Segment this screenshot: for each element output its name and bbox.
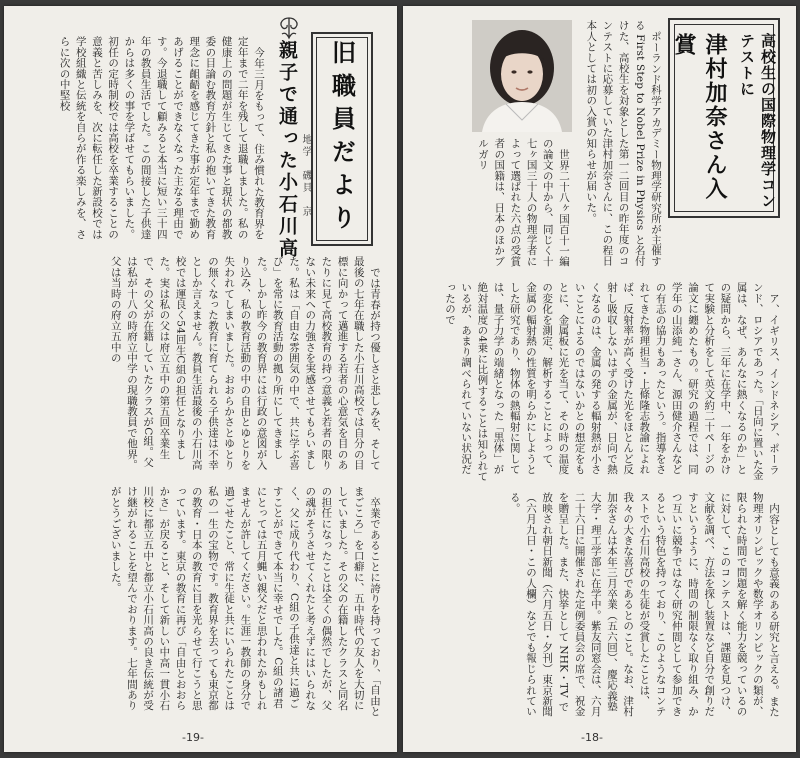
- body-text-middle: ア、イギリス、インドネシア、ポーランド、ロシアであった。「日向に置いた金属は、なぜ、あんなに熱くなるのか」との疑問から、三年に在学中、一年をかけて実験と分析をして英文約二十ページの論文に纏めたもの。研究の過程では、同学年の山添純一さん、源田健介さんなどの有志の協力もあったという。指導をされてきた物理担当・上條隆志教諭によれば、反射率が高く受けた光をほとんど反射し吸収しないはずの金属が、日向で熱くなるのは、金属の発する輻射熱が小さいことによるのではないかとの想定をもとに、金属板に光を当て、その時の温度の変化を測定、解析することによって、金属の輻射熱の性質を明らかにしようとした研究であり、物体の熱輻射に関しては、量子力学の端緒となった「黒体」が絶対温度の4乗に比例することは知られているが、あまり調べられていない状況だったので: [443, 282, 780, 482]
- body-text-middle: では青春が持つ優しさと悲しみを、そして最後の七年在職した小石川高校では自分の目標に向かって邁進する若者の心意気を目のあたりに見て高校教育の持つ意義と若者の限りない未来への力強さを実感させてもらいました。私は「自由な雰囲気の中で、共に学ぶ喜び」を常に教育活動の拠り所にしてきました。しかし昨今の教育界には行政の意図が入り込み、私の教育活動の中の自由とゆとりを失われてしまいました。おおらかさとゆとりの無くなった教育に育てられる子供達は不幸としか言えません。教員生活最後の小石川高校では運良く54回生C組の担任となりました。実は私の父は府立五中の第五回卒業生で、その父が在籍していたクラスがC組。父は私が十八の時府立中学の現職教員で他界。父は当時の府立五中の: [109, 256, 381, 470]
- portrait-photo: [472, 20, 572, 132]
- body-text-intro-cont: 世界二十八ヶ国百十一編の論文の中から、同じく十七ヶ国三十人の物理学者によって選ばれた六点の受賞者の国籍は、日本のほかブルガリ: [476, 138, 570, 267]
- series-title-box: [311, 32, 373, 246]
- ornament-icon: [273, 14, 305, 42]
- series-title: 旧職員だより: [327, 40, 357, 238]
- page-right: [403, 6, 796, 752]
- headline-line2: 津村加奈さん入賞: [671, 33, 728, 201]
- article-title: 親子で通った小石川高: [276, 40, 298, 260]
- page-left: [4, 6, 397, 752]
- body-text-bottom: 内容としても意義のある研究と言える。また物理オリンピックや数学オリンピックの類が、限られた時間で問題を解く能力を競っているのに対して、このコンテストは、課題を見つけ、文献を調べ、方法を探し装置など自分で創りだすというように、時間の制限なく取り組み、かつ互いに競争ではなく研究仲間として参加できるという特色を持っており、このようなコンテストで小石川高校の生徒が受賞したことは、我々の大きな喜びであるとのこと。なお、津村加奈さんは本年三月卒業（五六回）、慶応義塾大学・理工学部に在学中。紫友同窓会は、六月二十六日に開催された定例委員会の席で、祝金を贈呈した。また、快挙として NHK・TV で放映され朝日新聞（六月五日・夕刊）東京新聞（六月九日・この人欄）などでも報じられている。: [508, 492, 780, 717]
- page-number: -19-: [182, 731, 204, 744]
- headline-line1: 高校生の国際物理学コンテストに: [738, 33, 777, 209]
- headline-box: [668, 18, 780, 218]
- author-byline: 地学 磯貝 京: [300, 134, 311, 218]
- body-text-bottom: 卒業であることに誇りを持っており、「自由とまごころ」を口癖に、五中時代の友人を大切にしていました。その父の在籍したクラスと同名の担任になったことは全くの偶然でしたが、父の魂がそうさせてくれたと考えずにはいられなく、父に成り代わり、C組の子供達と共に過ごすことができて本当に幸せでした。C組の諸君にとっては五月蝿い親父だと思われたかもしれませんが許してください。生涯一教師の身分で過ごせたこと、常に生徒と共にいられたことは私の一生の宝物です。教育界を去っても東京都の教育・日本の教育に目を光らせて行こうと思っています。東京の教育に再び「自由とおおらかさ」が戻ること、そして新しい中高一貫小石川校に都立五中と都立小石川高の良き伝統が受け継がれることを望んでおります。七年間ありがとうございました。: [109, 486, 381, 716]
- page-number: -18-: [581, 731, 603, 744]
- body-text-intro: ポーランド科学アカデミー物理学研究所が主催する First Step to Nobel Prize in Physics と名付けた、高校生を対象とした第一二回目の昨年度のコンテストに応募していた津村加奈さんに、この程日本人としては初の入賞の知らせが届いた。: [585, 20, 662, 267]
- body-text-top: 今年三月をもって、住み慣れた教育界を定年まで二年を残して退職しました。私の健康上の問題が生じてきた事と現状の都教委の目論む教育方針と私の抱いてきた教育理念に齟齬を感じてきた事が定年まで勤めあげることができなくなった主なる理由です。今退職して顧みると本当に短い三十四年の教員生活でした。この間接した子供達からは多くの事を学ばせてもらいました。初任の定時制校では高校を卒業することの意義と苦しみを、次に転任した新設校では学校組織と伝統を自らが作る楽しみを、さらに次の中堅校: [58, 36, 265, 240]
